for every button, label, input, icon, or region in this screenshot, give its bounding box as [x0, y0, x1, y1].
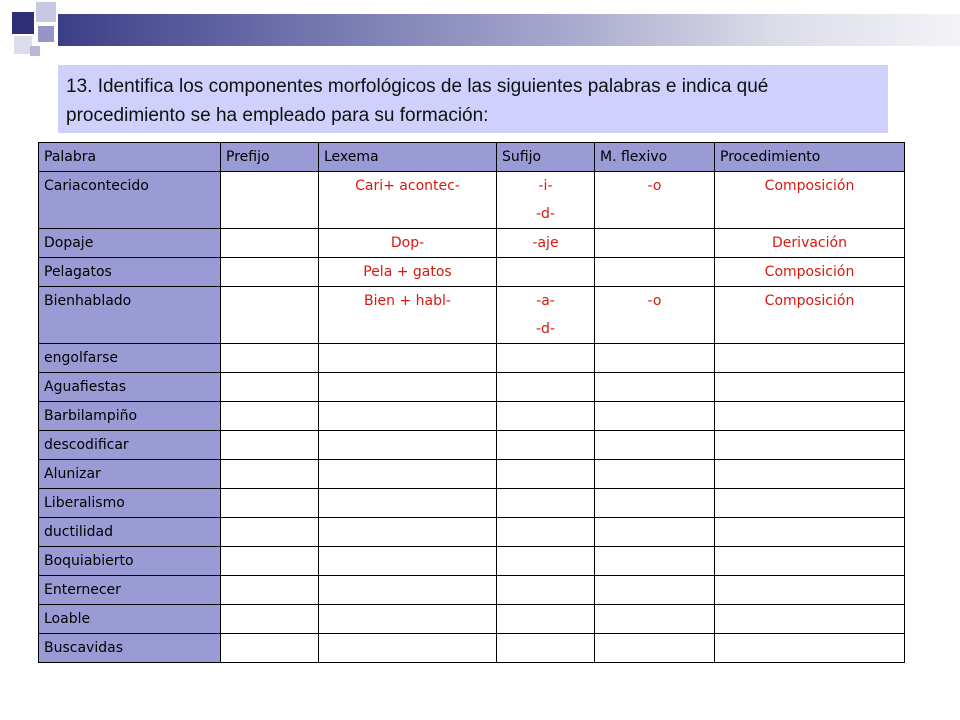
cell-flexivo[interactable]: [595, 402, 715, 431]
cell-flexivo[interactable]: [595, 229, 715, 258]
cell-palabra: ductilidad: [39, 518, 221, 547]
table-header-row: [39, 143, 905, 172]
cell-sufijo[interactable]: [497, 287, 595, 344]
cell-lexema[interactable]: [319, 518, 497, 547]
cell-flexivo[interactable]: [595, 634, 715, 663]
cell-procedimiento[interactable]: Composición: [715, 258, 905, 287]
cell-flexivo[interactable]: [595, 373, 715, 402]
cell-flexivo[interactable]: [595, 344, 715, 373]
cell-lexema[interactable]: Dop-: [319, 229, 497, 258]
decor-square-mid: [38, 26, 54, 42]
cell-palabra: Enternecer: [39, 576, 221, 605]
cell-lexema[interactable]: [319, 547, 497, 576]
cell-flexivo[interactable]: [595, 576, 715, 605]
cell-palabra: Cariacontecido: [39, 172, 221, 229]
cell-lexema[interactable]: [319, 402, 497, 431]
cell-procedimiento[interactable]: [715, 547, 905, 576]
question-text: 13. Identifica los componentes morfológicos de las siguientes palabras e indica qué procedimiento se ha empleado para su formación:: [58, 65, 888, 133]
cell-sufijo[interactable]: [497, 634, 595, 663]
sufijo-line-1: -a-: [536, 293, 555, 309]
cell-prefijo[interactable]: [221, 634, 319, 663]
cell-procedimiento[interactable]: [715, 634, 905, 663]
cell-procedimiento[interactable]: Composición: [715, 287, 905, 344]
cell-procedimiento[interactable]: [715, 605, 905, 634]
cell-palabra: Buscavidas: [39, 634, 221, 663]
cell-prefijo[interactable]: [221, 576, 319, 605]
cell-prefijo[interactable]: [221, 373, 319, 402]
sufijo-line-1: -i-: [538, 178, 553, 194]
cell-lexema[interactable]: [319, 373, 497, 402]
cell-lexema[interactable]: [319, 489, 497, 518]
table-row: [39, 576, 905, 605]
cell-procedimiento[interactable]: Derivación: [715, 229, 905, 258]
cell-prefijo[interactable]: [221, 547, 319, 576]
cell-palabra: Alunizar: [39, 460, 221, 489]
cell-procedimiento[interactable]: [715, 460, 905, 489]
table-row: [39, 489, 905, 518]
cell-sufijo[interactable]: -aje: [497, 229, 595, 258]
cell-palabra: Dopaje: [39, 229, 221, 258]
cell-sufijo[interactable]: [497, 402, 595, 431]
header-prefijo: Prefijo: [221, 143, 319, 172]
cell-sufijo[interactable]: [497, 547, 595, 576]
cell-prefijo[interactable]: [221, 518, 319, 547]
table-row: [39, 172, 905, 229]
cell-palabra: Aguafiestas: [39, 373, 221, 402]
cell-lexema[interactable]: [319, 634, 497, 663]
cell-sufijo[interactable]: [497, 605, 595, 634]
cell-palabra: Boquiabierto: [39, 547, 221, 576]
decor-square-light: [36, 2, 56, 22]
table-row: [39, 287, 905, 344]
header-sufijo: Sufijo: [497, 143, 595, 172]
cell-lexema[interactable]: [319, 460, 497, 489]
header-procedimiento: Procedimiento: [715, 143, 905, 172]
cell-palabra: engolfarse: [39, 344, 221, 373]
cell-flexivo[interactable]: [595, 518, 715, 547]
title-bar-gradient: [58, 14, 960, 46]
cell-sufijo[interactable]: [497, 460, 595, 489]
cell-lexema[interactable]: [319, 576, 497, 605]
cell-prefijo[interactable]: [221, 402, 319, 431]
cell-sufijo[interactable]: [497, 431, 595, 460]
header-palabra: Palabra: [39, 143, 221, 172]
cell-sufijo[interactable]: [497, 172, 595, 229]
cell-palabra: Loable: [39, 605, 221, 634]
cell-sufijo[interactable]: [497, 373, 595, 402]
decor-square-small: [30, 46, 40, 56]
cell-palabra: Barbilampiño: [39, 402, 221, 431]
cell-flexivo[interactable]: [595, 460, 715, 489]
cell-lexema[interactable]: Cari+ acontec-: [319, 172, 497, 229]
header-lexema: Lexema: [319, 143, 497, 172]
cell-prefijo[interactable]: [221, 258, 319, 287]
decor-square-dark: [12, 12, 34, 34]
cell-prefijo[interactable]: [221, 605, 319, 634]
morphology-table: [38, 142, 905, 663]
cell-lexema[interactable]: [319, 431, 497, 460]
table-row: [39, 634, 905, 663]
cell-prefijo[interactable]: [221, 460, 319, 489]
cell-sufijo[interactable]: [497, 518, 595, 547]
cell-palabra: Pelagatos: [39, 258, 221, 287]
cell-prefijo[interactable]: [221, 229, 319, 258]
table-row: [39, 605, 905, 634]
cell-procedimiento[interactable]: [715, 431, 905, 460]
cell-palabra: Liberalismo: [39, 489, 221, 518]
cell-flexivo[interactable]: [595, 605, 715, 634]
cell-prefijo[interactable]: [221, 431, 319, 460]
cell-flexivo[interactable]: [595, 547, 715, 576]
sufijo-line-2: -d-: [536, 321, 555, 337]
cell-sufijo[interactable]: [497, 576, 595, 605]
cell-flexivo[interactable]: [595, 431, 715, 460]
table-row: [39, 258, 905, 287]
cell-procedimiento[interactable]: [715, 344, 905, 373]
cell-prefijo[interactable]: [221, 344, 319, 373]
cell-prefijo[interactable]: [221, 489, 319, 518]
cell-palabra: Bienhablado: [39, 287, 221, 344]
cell-procedimiento[interactable]: [715, 373, 905, 402]
table-row: [39, 373, 905, 402]
cell-flexivo[interactable]: -o: [595, 287, 715, 344]
table-row: [39, 229, 905, 258]
cell-prefijo[interactable]: [221, 172, 319, 229]
table-row: [39, 460, 905, 489]
cell-procedimiento[interactable]: Composición: [715, 172, 905, 229]
cell-sufijo[interactable]: [497, 489, 595, 518]
cell-procedimiento[interactable]: [715, 402, 905, 431]
sufijo-line-2: -d-: [536, 206, 555, 222]
table-row: [39, 402, 905, 431]
cell-procedimiento[interactable]: [715, 576, 905, 605]
table-row: [39, 518, 905, 547]
cell-lexema[interactable]: [319, 605, 497, 634]
cell-procedimiento[interactable]: [715, 518, 905, 547]
cell-flexivo[interactable]: [595, 489, 715, 518]
header-flexivo: M. flexivo: [595, 143, 715, 172]
table-row: [39, 547, 905, 576]
table-row: [39, 431, 905, 460]
cell-sufijo[interactable]: [497, 258, 595, 287]
cell-lexema[interactable]: Bien + habl-: [319, 287, 497, 344]
table-row: [39, 344, 905, 373]
cell-prefijo[interactable]: [221, 287, 319, 344]
cell-palabra: descodificar: [39, 431, 221, 460]
cell-flexivo[interactable]: [595, 258, 715, 287]
cell-lexema[interactable]: [319, 344, 497, 373]
cell-sufijo[interactable]: [497, 344, 595, 373]
cell-lexema[interactable]: Pela + gatos: [319, 258, 497, 287]
cell-flexivo[interactable]: -o: [595, 172, 715, 229]
cell-procedimiento[interactable]: [715, 489, 905, 518]
